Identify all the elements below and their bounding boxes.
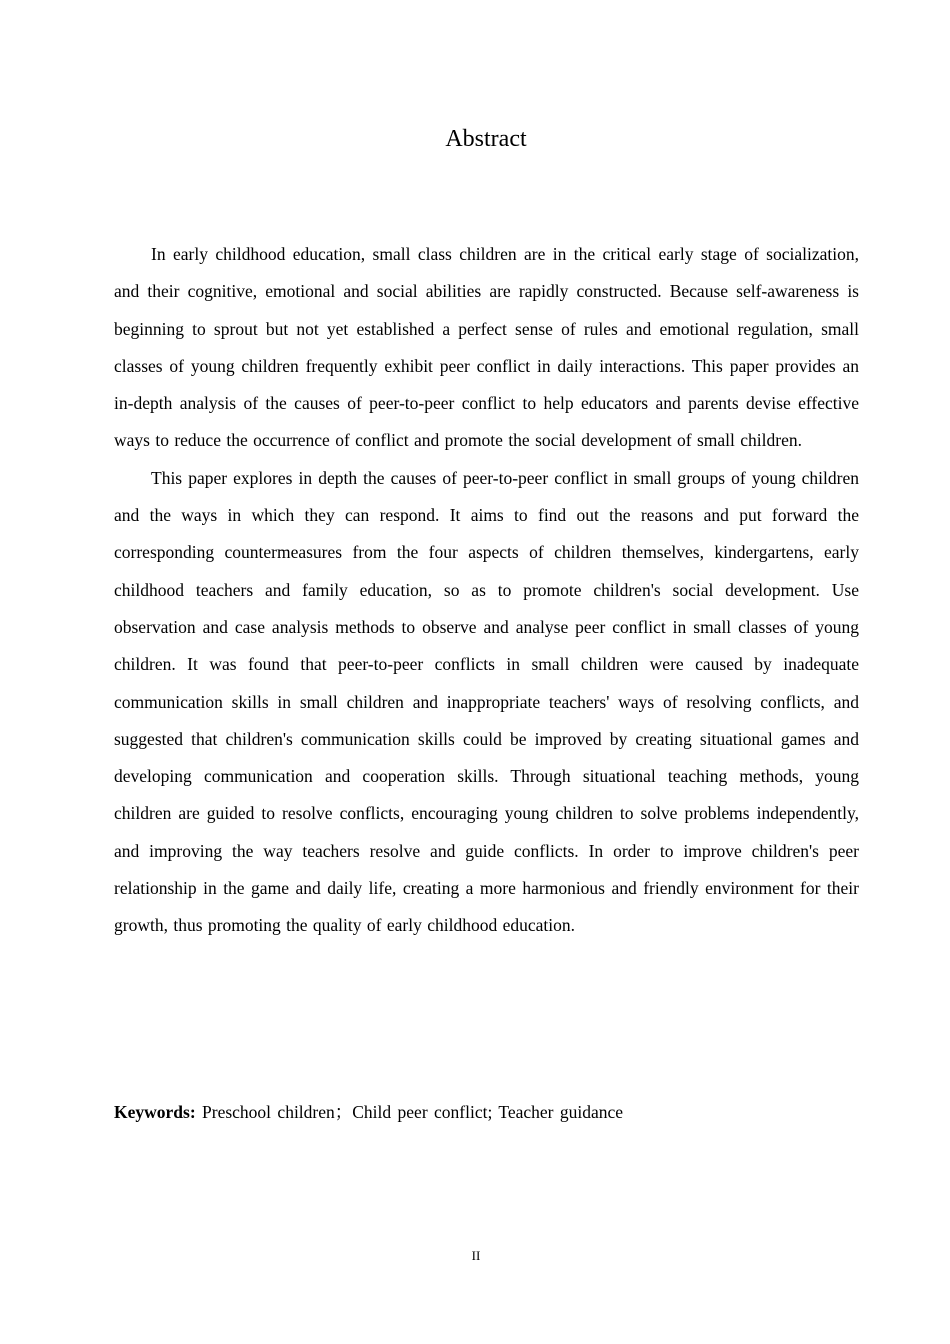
abstract-paragraph-2: This paper explores in depth the causes of peer-to-peer conflict in small groups of young children and the ways in which they can respond. It aims to find out the reasons and put forward the corresponding countermeasures from the four aspects of children themselves, kindergartens, early childhood teachers and family education, so as to promote children's social development. Use observation and case analysis methods to observe and analyse peer conflict in small classes of young children. It was found that peer-to-peer conflicts in small children were caused by inadequate communication skills in small children and inappropriate teachers' ways of resolving conflicts, and suggested that children's communication skills could be improved by creating situational games and developing communication and cooperation skills. Through situational teaching methods, young children are guided to resolve conflicts, encouraging young children to solve problems independently, and improving the way teachers resolve and guide conflicts. In order to improve children's peer relationship in the game and daily life, creating a more harmonious and friendly environment for their growth, thus promoting the quality of early childhood education. (114, 467, 859, 936)
keywords-label: Keywords: (114, 1102, 196, 1122)
abstract-body (114, 236, 859, 945)
abstract-paragraph-1: In early childhood education, small class children are in the critical early stage of socialization, and their cognitive, emotional and social abilities are rapidly constructed. Because self-awareness is beginning to sprout but not yet established a perfect sense of rules and emotional regulation, small classes of young children frequently exhibit peer conflict in daily interactions. This paper provides an in-depth analysis of the causes of peer-to-peer conflict to help educators and parents devise effective ways to reduce the occurrence of conflict and promote the social development of small children. (114, 244, 859, 451)
page-number: II (471, 1248, 481, 1263)
keywords-line (114, 1094, 859, 1130)
keywords-value: Preschool children；Child peer conflict; Teacher guidance (202, 1102, 624, 1122)
abstract-title: Abstract (445, 126, 527, 152)
